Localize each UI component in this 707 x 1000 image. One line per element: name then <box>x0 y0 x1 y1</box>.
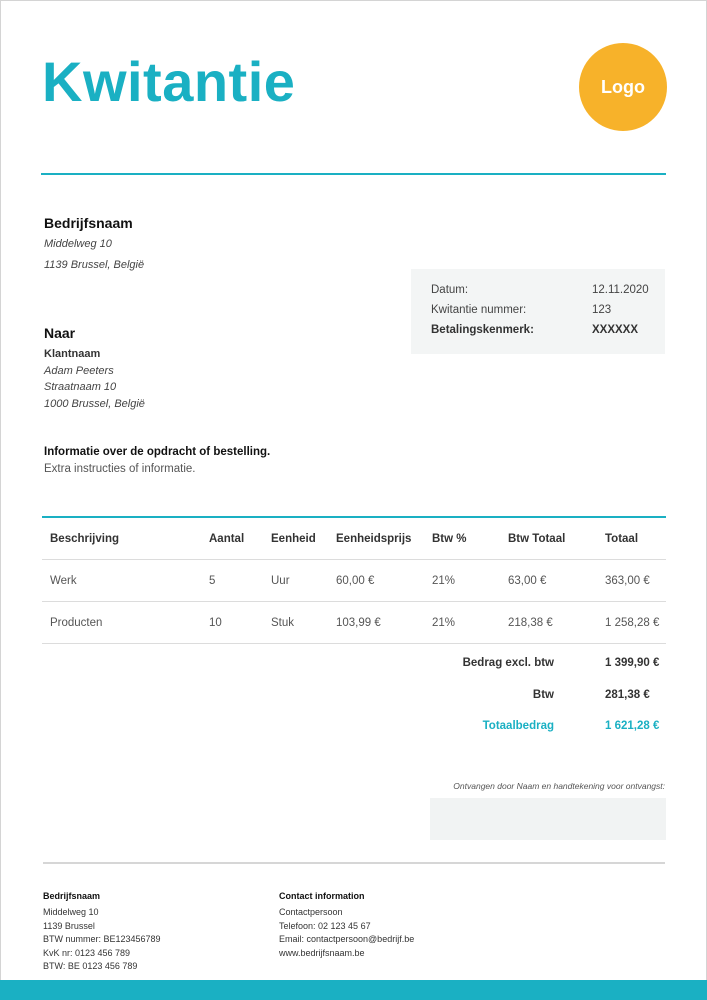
table-cell: 5 <box>201 560 263 602</box>
date-row <box>431 284 649 296</box>
table-cell: Werk <box>42 560 201 602</box>
payment-reference-value: XXXXXX <box>592 324 639 336</box>
vat-value: 281,38 € <box>605 689 650 701</box>
footer-company-line: BTW nummer: BE123456789 <box>43 934 161 944</box>
table-header-row <box>42 517 666 560</box>
footer-contact-website[interactable]: www.bedrijfsnaam.be <box>279 947 365 958</box>
company-logo <box>579 43 667 131</box>
table-cell: 60,00 € <box>328 560 424 602</box>
footer-contact-line: Contactpersoon <box>279 907 343 917</box>
footer-contact-line: Telefoon: 02 123 45 67 <box>279 920 371 931</box>
footer-contact <box>279 891 499 960</box>
table-cell: Producten <box>42 602 201 644</box>
document-title: Kwitantie <box>42 50 296 113</box>
signature-label: Ontvangen door Naam en handtekening voor ontvangst: <box>453 781 665 791</box>
subtotal-label: Bedrag excl. btw <box>462 657 554 669</box>
table-row <box>42 602 666 644</box>
table-cell: 363,00 € <box>597 560 666 602</box>
column-header: Eenheid <box>263 517 328 560</box>
table-row <box>42 560 666 602</box>
footer-accent-bar <box>0 980 707 1000</box>
receipt-number-label: Kwitantie nummer: <box>431 304 527 316</box>
client-street: Straatnaam 10 <box>44 381 117 393</box>
order-info-subtitle: Extra instructies of informatie. <box>44 463 196 475</box>
sender-address-line1: Middelweg 10 <box>44 238 112 250</box>
signature-box[interactable] <box>430 798 666 840</box>
table-cell: 103,99 € <box>328 602 424 644</box>
table-cell: 1 258,28 € <box>597 602 666 644</box>
table-cell: Stuk <box>263 602 328 644</box>
logo-text: Logo <box>601 76 645 97</box>
column-header: Eenheidsprijs <box>328 517 424 560</box>
date-value: 12.11.2020 <box>592 284 649 296</box>
total-label: Totaalbedrag <box>482 720 554 732</box>
header-divider <box>41 173 666 175</box>
table-cell: 21% <box>424 602 500 644</box>
order-info-title: Informatie over de opdracht of bestelling. <box>44 446 271 458</box>
recipient-heading: Naar <box>44 325 76 341</box>
footer-company-line: BTW: BE 0123 456 789 <box>43 961 138 971</box>
footer-company-line: 1139 Brussel <box>43 920 95 931</box>
footer-divider <box>43 862 665 864</box>
table-cell: Uur <box>263 560 328 602</box>
line-items-table <box>42 516 666 644</box>
payment-reference-row <box>431 324 639 336</box>
column-header: Btw % <box>424 517 500 560</box>
payment-reference-label: Betalingskenmerk: <box>431 324 534 336</box>
receipt-info-box <box>411 269 665 354</box>
sender-address-line2: 1139 Brussel, België <box>44 259 145 271</box>
receipt-number-value: 123 <box>592 304 612 316</box>
client-name: Klantnaam <box>44 348 101 360</box>
table-cell: 218,38 € <box>500 602 597 644</box>
footer-company-line: KvK nr: 0123 456 789 <box>43 947 131 958</box>
client-city: 1000 Brussel, België <box>44 398 145 410</box>
table-cell: 63,00 € <box>500 560 597 602</box>
footer-contact-title: Contact information <box>279 891 365 901</box>
date-label: Datum: <box>431 284 469 296</box>
sender-name: Bedrijfsnaam <box>44 215 133 231</box>
footer-company-title: Bedrijfsnaam <box>43 891 101 901</box>
column-header: Aantal <box>201 517 263 560</box>
subtotal-value: 1 399,90 € <box>605 657 660 669</box>
receipt-number-row <box>431 304 612 316</box>
total-value: 1 621,28 € <box>605 720 660 732</box>
client-person: Adam Peeters <box>44 365 114 377</box>
column-header: Totaal <box>597 517 666 560</box>
footer-company-line: Middelweg 10 <box>43 907 99 917</box>
vat-label: Btw <box>532 689 554 701</box>
column-header: Beschrijving <box>42 517 201 560</box>
table-cell: 21% <box>424 560 500 602</box>
footer-company <box>43 891 243 974</box>
footer-contact-email[interactable]: Email: contactpersoon@bedrijf.be <box>279 934 415 944</box>
column-header: Btw Totaal <box>500 517 597 560</box>
table-cell: 10 <box>201 602 263 644</box>
